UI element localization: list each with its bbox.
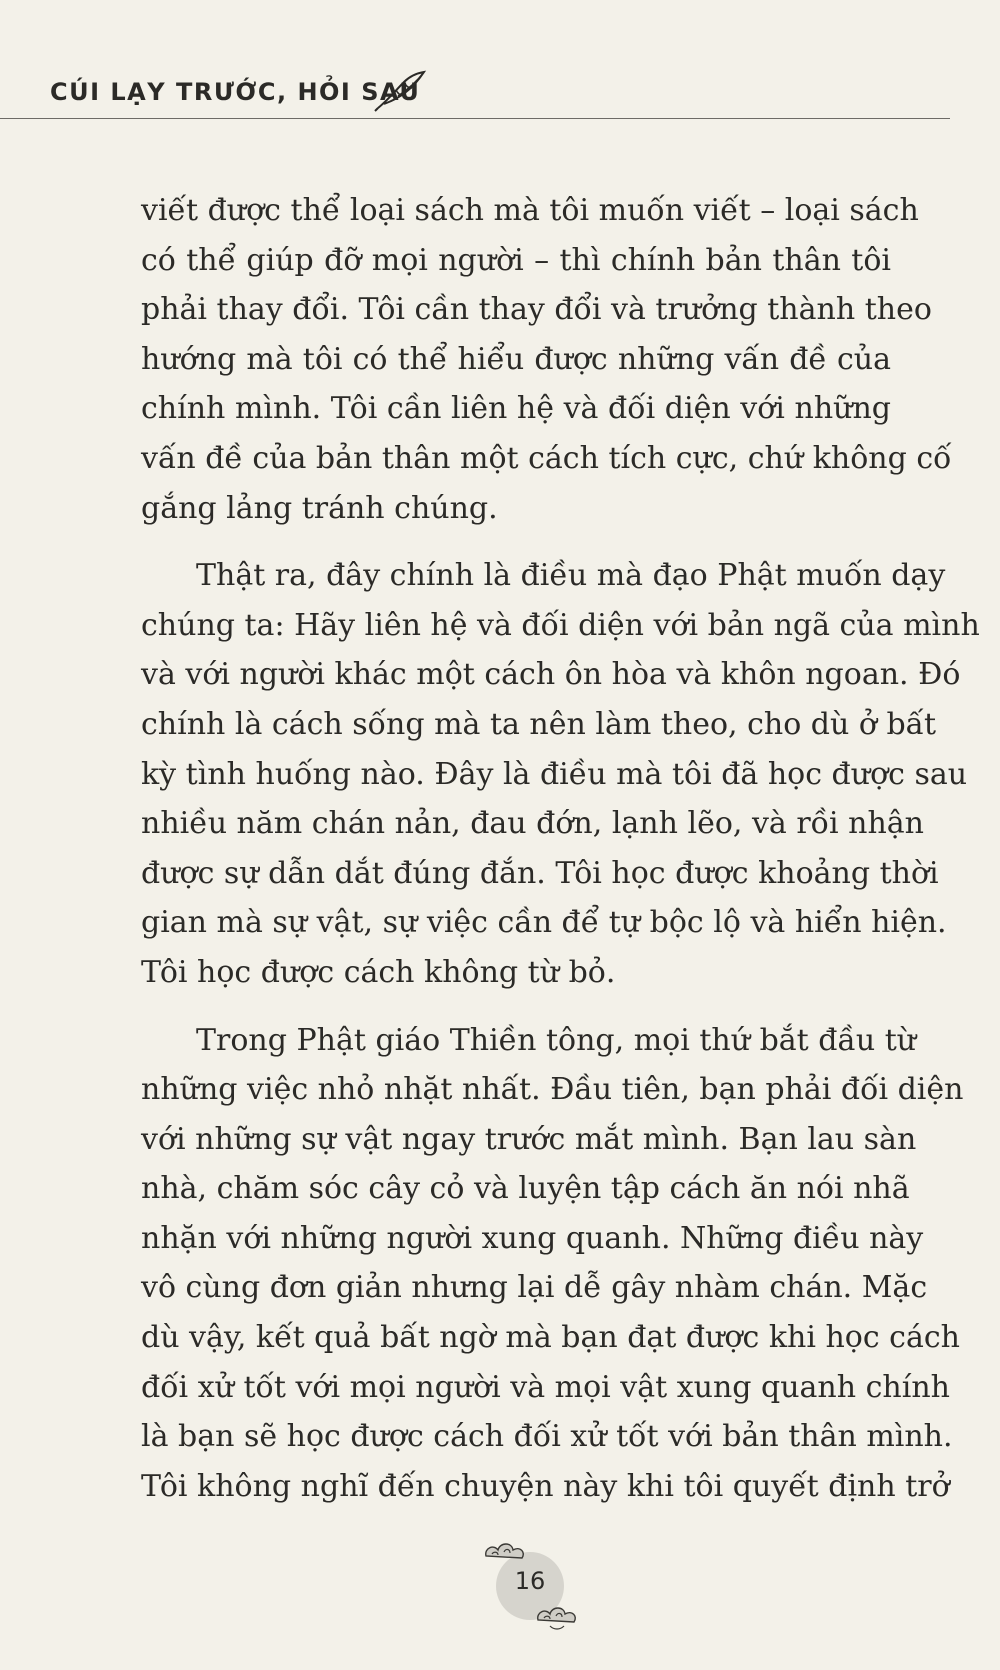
feather-quill-icon — [374, 70, 428, 112]
body-text — [141, 186, 980, 1511]
text-line: là bạn sẽ học được cách đối xử tốt với bản thân mình. — [141, 1419, 953, 1455]
header-divider — [0, 118, 950, 119]
text-line: Thật ra, đây chính là điều mà đạo Phật muốn dạy — [196, 558, 946, 594]
text-line: nhiều năm chán nản, đau đớn, lạnh lẽo, và rồi nhận — [141, 806, 925, 842]
text-line: chúng ta: Hãy liên hệ và đối diện với bản ngã của mình — [141, 607, 980, 643]
paragraph-2 — [141, 551, 980, 997]
text-line: được sự dẫn dắt đúng đắn. Tôi học được khoảng thời — [141, 855, 939, 891]
text-line: Trong Phật giáo Thiền tông, mọi thứ bắt đầu từ — [196, 1022, 917, 1058]
paragraph-3 — [141, 1016, 964, 1512]
text-line: với những sự vật ngay trước mắt mình. Bạn lau sàn — [141, 1121, 917, 1157]
text-line: chính mình. Tôi cần liên hệ và đối diện với những — [141, 391, 891, 427]
text-line: viết được thể loại sách mà tôi muốn viết – loại sách — [141, 193, 919, 228]
text-line: chính là cách sống mà ta nên làm theo, cho dù ở bất — [141, 706, 937, 742]
page-header — [0, 0, 1000, 122]
text-line: nhà, chăm sóc cây cỏ và luyện tập cách ăn nói nhã — [141, 1171, 910, 1207]
text-line: nhặn với những người xung quanh. Những điều này — [141, 1220, 924, 1256]
text-line: có thể giúp đỡ mọi người – thì chính bản thân tôi — [141, 242, 891, 278]
text-line: Tôi không nghĩ đến chuyện này khi tôi quyết định trở — [141, 1468, 950, 1504]
text-line: hướng mà tôi có thể hiểu được những vấn đề của — [141, 341, 891, 377]
text-line: dù vậy, kết quả bất ngờ mà bạn đạt được khi học cách — [141, 1320, 960, 1356]
page-number: 16 — [514, 1567, 546, 1595]
text-line: gian mà sự vật, sự việc cần để tự bộc lộ và hiển hiện. — [141, 905, 947, 941]
text-line: đối xử tốt với mọi người và mọi vật xung quanh chính — [141, 1369, 950, 1405]
text-line: Tôi học được cách không từ bỏ. — [141, 954, 616, 990]
text-line: phải thay đổi. Tôi cần thay đổi và trưởng thành theo — [141, 292, 932, 328]
text-line: kỳ tình huống nào. Đây là điều mà tôi đã học được sau — [141, 756, 968, 792]
page-number-badge — [480, 1534, 590, 1634]
text-line: và với người khác một cách ôn hòa và khôn ngoan. Đó — [141, 657, 961, 693]
text-line: những việc nhỏ nhặt nhất. Đầu tiên, bạn phải đối diện — [141, 1072, 964, 1108]
text-line: vô cùng đơn giản nhưng lại dễ gây nhàm chán. Mặc — [141, 1270, 928, 1306]
running-title: CÚI LẠY TRƯỚC, HỎI SAU — [50, 78, 421, 106]
text-line: gắng lảng tránh chúng. — [141, 490, 498, 526]
paragraph-1 — [141, 186, 952, 533]
text-line: vấn đề của bản thân một cách tích cực, chứ không cố — [141, 440, 952, 476]
